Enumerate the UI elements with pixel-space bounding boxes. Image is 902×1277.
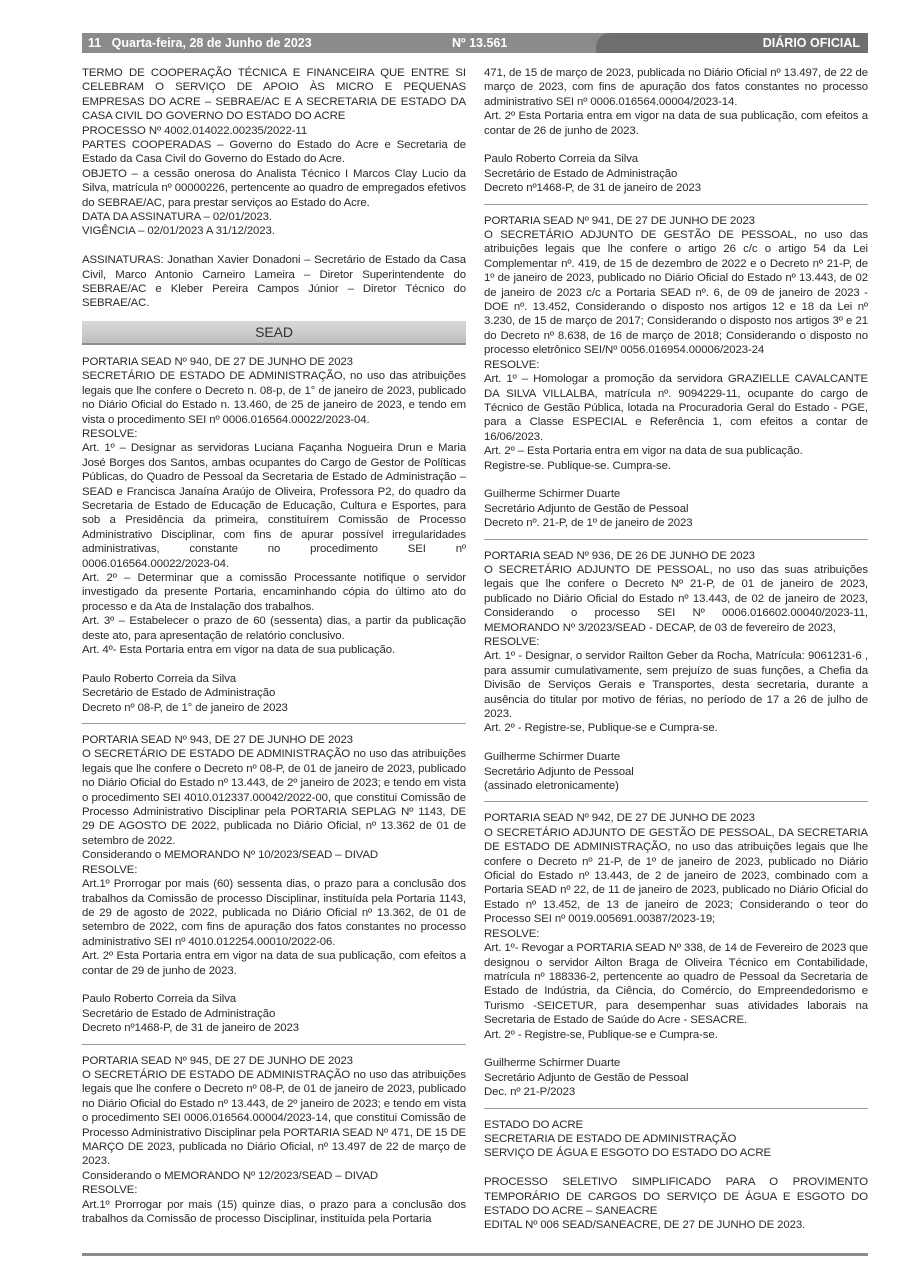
signatory-name: Guilherme Schirmer Duarte (484, 751, 621, 764)
signatory-role: Secretário de Estado de Administração (82, 1007, 276, 1020)
footer-rule (82, 1253, 868, 1256)
signatory-name: Paulo Roberto Correia da Silva (82, 672, 237, 685)
portaria-article: Art. 4º- Esta Portaria entra em vigor na data de sua publicação. (82, 644, 396, 657)
portaria-942 (484, 811, 868, 1099)
portaria-article: Art. 3º – Estabelecer o prazo de 60 (sessenta) dias, a partir da publicação deste ato, para apresentação de relatório conclusivo. (82, 615, 466, 642)
signatory-decree: Decreto nº1468-P, de 31 de janeiro de 2023 (484, 182, 701, 195)
portaria-preamble: O SECRETÁRIO DE ESTADO DE ADMINISTRAÇÃO no uso das atribuições legais que lhe confere o Decreto nº 08-P, de 01 de janeiro de 2023, publicado no Diário Oficial do Estado nº 13.443, de 2º janeiro de 2023; e tendo em vista o procedimento SEI 4010.012337.00042/2022-00, que constitui Comissão de Processo Administrativo Disciplinar pela PORTARIA SEPLAG Nº 1143, DE 29 DE AGOSTO DE 2022, publicada no Diário Oficial, nº 13.362 de 01 de setembro de 2022. (82, 748, 466, 847)
termo-objeto: OBJETO – a cessão onerosa do Analista Técnico I Marcos Clay Lucio da Silva, matrícula nº 00000226, pertencente ao quadro de empregados efetivos do SEBRAE/AC, para prestar serviços ao Estado do Acre. (82, 167, 466, 209)
header-page-date (88, 36, 312, 50)
portaria-preamble: SECRETÁRIO DE ESTADO DE ADMINISTRAÇÃO, no uso das atribuições legais que lhe confere o Decreto n. 08-p, de 1° de janeiro de 2023, publicado no Diário Oficial do Estado n. 13.460, de 25 de janeiro de 2023, e tendo em vista o procedimento SEI nº 0006.016564.00022/2023-04. (82, 370, 466, 426)
signatory-role: Secretário de Estado de Administração (484, 167, 678, 180)
portaria-title: PORTARIA SEAD Nº 943, DE 27 DE JUNHO DE 2023 (82, 734, 353, 747)
signatory-role: Secretário Adjunto de Pessoal (484, 765, 634, 778)
portaria-article: Art. 1º - Designar, o servidor Railton Geber da Rocha, Matrícula: 9061231-6 , para assumir cumulativamente, sem prejuízo de suas funções, a Chefia da Divisão de Serviços Gerais e Transportes, desta secretaria, durante a ausência do titular por motivo de férias, no período de 17 a 26 de julho de 2023. (484, 650, 868, 721)
divider (484, 204, 868, 205)
termo-title: TERMO DE COOPERAÇÃO TÉCNICA E FINANCEIRA QUE ENTRE SI CELEBRAM O SERVIÇO DE APOIO ÀS MICRO E PEQUENAS EMPRESAS DO ACRE – SEBRAE/AC E A SECRETARIA DE ESTADO DA CASA CIVIL DO GOVERNO DO ESTADO DO ACRE (82, 67, 466, 123)
publication-tab (596, 33, 868, 53)
portaria-resolve: RESOLVE: (484, 927, 540, 940)
termo-vigencia: VIGÊNCIA – 02/01/2023 A 31/12/2023. (82, 225, 275, 238)
portaria-article: 471, de 15 de março de 2023, publicada no Diário Oficial nº 13.497, de 22 de março de 2023, com fins de apuração dos fatos constantes no processo administrativo SEI nº 0006.016564.00004/2023-14. (484, 67, 868, 108)
portaria-resolve: RESOLVE: (82, 427, 138, 440)
issue-number: Nº 13.561 (452, 36, 508, 50)
termo-assinaturas: ASSINATURAS: Jonathan Xavier Donadoni – Secretário de Estado da Casa Civil, Marco Antonio Carneiro Lameira – Diretor Superintendente do SEBRAE/AC e Kleber Pereira Campos Júnior – Diretor Técnico do SEBRAE/AC. (82, 254, 466, 310)
portaria-article: Art. 2º – Determinar que a comissão Processante notifique o servidor investigado da presente Portaria, encaminhando cópia do último ato do processo e da Ata de Instalação dos trabalhos. (82, 571, 466, 613)
page-header (82, 33, 868, 53)
portaria-article: Art.1º Prorrogar por mais (15) quinze dias, o prazo para a conclusão dos trabalhos da Comissão de processo Disciplinar, instituída pela Portaria (82, 1198, 466, 1226)
signatory-decree: Decreto nº 08-P, de 1° de janeiro de 2023 (82, 701, 288, 714)
divider (484, 801, 868, 802)
portaria-article: Art. 2º - Registre-se, Publique-se e Cumpra-se. (484, 722, 718, 735)
publication-name: DIÁRIO OFICIAL (762, 36, 860, 50)
signatory-role: Secretário Adjunto de Gestão de Pessoal (484, 502, 689, 515)
signatory-decree: Dec. nº 21-P/2023 (484, 1086, 576, 1099)
portaria-preamble: O SECRETÁRIO ADJUNTO DE GESTÃO DE PESSOAL, DA SECRETARIA DE ESTADO DE ADMINISTRAÇÃO, no uso das atribuições legais que lhe confere o Decreto nº 21-P, de 1º de janeiro de 2023, publicado no Diário Oficial do Estado nº 13.443, de 2 de janeiro de 2023, combinado com a Portaria SEAD nº 22, de 11 de janeiro de 2023, publicado no Diário Oficial do Estado nº 13.452, de 13 de janeiro de 2023; Considerando o teor do Processo SEI nº 0019.005691.00387/2023-19; (484, 826, 868, 926)
portaria-943 (82, 733, 466, 1036)
section-header-sead: SEAD (82, 321, 466, 345)
signatory-decree: Decreto nº. 21-P, de 1º de janeiro de 2023 (484, 517, 693, 530)
portaria-article: Art. 1º – Homologar a promoção da servidora GRAZIELLE CAVALCANTE DA SILVA VILLALBA, matrícula nº. 9094229-11, ocupante do cargo de Técnico de Gestão Pública, lotada na Procuradoria Geral do Estado - PGE, para a Classe ESPECIAL e Referência 1, com efeitos a contar de 16/06/2023. (484, 373, 868, 443)
portaria-resolve: RESOLVE: (484, 358, 540, 371)
org-line: ESTADO DO ACRE (484, 1118, 584, 1131)
signatory-decree: Decreto nº1468-P, de 31 de janeiro de 2023 (82, 1022, 299, 1035)
signatory-name: Guilherme Schirmer Duarte (484, 488, 621, 501)
portaria-936 (484, 549, 868, 794)
org-line: SERVIÇO DE ÁGUA E ESGOTO DO ESTADO DO ACRE (484, 1147, 771, 1160)
termo-data: DATA DA ASSINATURA – 02/01/2023. (82, 211, 272, 224)
portaria-considerando: Considerando o MEMORANDO Nº 10/2023/SEAD – DIVAD (82, 849, 379, 862)
portaria-article: Art. 1º – Designar as servidoras Luciana Façanha Nogueira Drun e Maria José Borges dos Santos, ambas ocupantes do Cargo de Gestor de Políticas Públicas, do Quadro de Pessoal da Secretaria de Estado de Administração – SEAD e Francisca Janaína Araújo de Oliveira, Professora P2, do quadro da Secretaria de Estado de Educação de Educação, Cultura e Esportes, para sob a Presidência da primeira, constituírem Comissão de Processo Administrativo Disciplinar, com fins de apurar possível irregularidades administrativas, constante no procedimento SEI nº 0006.016564.00022/2023-04. (82, 442, 466, 570)
portaria-preamble: O SECRETÁRIO ADJUNTO DE GESTÃO DE PESSOAL, no uso das atribuições legais que lhe confere o artigo 26 c/c o artigo 54 da Lei Complementar nº. 419, de 15 de dezembro de 2022 e o Decreto nº 21-P, de 1º de janeiro de 2023, publicado no Diário Oficial do Estado nº 13.443, de 02 de janeiro de 2023 c/c a Portaria SEAD nº. 6, de 09 de janeiro de 2023 - DOE nº. 13.452, Considerando o disposto nos artigos 12 e 18 da Lei nº 3.230, de 15 de março de 2017; Considerando o disposto nos artigos 3º e 21 do Decreto nº 8.638, de 16 de março de 2018; Considerando o disposto no processo eletrônico SEI/Nº 0056.016954.00006/2023-24 (484, 229, 868, 357)
org-line: SECRETARIA DE ESTADO DE ADMINISTRAÇÃO (484, 1132, 737, 1145)
portaria-941 (484, 214, 868, 531)
portaria-resolve: RESOLVE: (82, 863, 138, 876)
termo-processo: PROCESSO Nº 4002.014022.00235/2022-11 (82, 124, 308, 137)
signatory-name: Paulo Roberto Correia da Silva (82, 993, 237, 1006)
signatory-role: Secretário de Estado de Administração (82, 687, 276, 700)
portaria-article: Art. 2º Esta Portaria entra em vigor na data de sua publicação, com efeitos a contar de 29 de junho de 2023. (82, 950, 466, 977)
divider (484, 539, 868, 540)
portaria-945-continued (484, 66, 868, 196)
termo-block (82, 66, 466, 311)
portaria-article: Art. 1º- Revogar a PORTARIA SEAD Nº 338, de 14 de Fevereiro de 2023 que designou o servidor Ailton Braga de Oliveira Técnico em Contabilidade, matrícula nº 188336-2, pertencente ao quadro de Pessoal da Secretaria de Estado de Indústria, da Ciência, do Comércio, do Empreendedorismo e Turismo -SEICETUR, para desempenhar suas atividades laborais na Secretaria de Estado de Saúde do Acre - SESACRE. (484, 942, 868, 1027)
portaria-closing: Registre-se. Publique-se. Cumpra-se. (484, 459, 671, 472)
portaria-article: Art. 2º - Registre-se, Publique-se e Cumpra-se. (484, 1028, 718, 1041)
left-column (82, 66, 466, 1226)
saneacre-block (484, 1118, 868, 1233)
portaria-resolve: RESOLVE: (82, 1184, 138, 1197)
signatory-role: Secretário Adjunto de Gestão de Pessoal (484, 1071, 689, 1084)
portaria-940 (82, 355, 466, 715)
signatory-name: Paulo Roberto Correia da Silva (484, 153, 639, 166)
processo-title: PROCESSO SELETIVO SIMPLIFICADO PARA O PROVIMENTO TEMPORÁRIO DE CARGOS DO SERVIÇO DE ÁGUA E ESGOTO DO ESTADO DO ACRE – SANEACRE (484, 1176, 868, 1217)
portaria-title: PORTARIA SEAD Nº 945, DE 27 DE JUNHO DE 2023 (82, 1054, 353, 1067)
page-number: 11 (88, 36, 102, 50)
portaria-article: Art. 2º – Esta Portaria entra em vigor na data de sua publicação. (484, 445, 803, 458)
portaria-title: PORTARIA SEAD Nº 940, DE 27 DE JUNHO DE 2023 (82, 355, 353, 368)
edital-line: EDITAL Nº 006 SEAD/SANEACRE, DE 27 DE JUNHO DE 2023. (484, 1219, 806, 1232)
divider (484, 1108, 868, 1109)
portaria-article: Art.1º Prorrogar por mais (60) sessenta dias, o prazo para a conclusão dos trabalhos da Comissão de processo Disciplinar, instituída pela Portaria 1143, de 29 de agosto de 2022, publicada no Diário Oficial nº 13.362, de 01 de setembro de 2022, com fins de apuração dos fatos constantes no processo administrativo SEI nº 4010.012254.00010/2022-06. (82, 878, 466, 948)
portaria-title: PORTARIA SEAD Nº 941, DE 27 DE JUNHO DE 2023 (484, 214, 755, 227)
signatory-name: Guilherme Schirmer Duarte (484, 1057, 621, 1070)
portaria-preamble: O SECRETÁRIO DE ESTADO DE ADMINISTRAÇÃO no uso das atribuições legais que lhe confere o Decreto nº 08-P, de 01 de janeiro de 2023, publicado no Diário Oficial do Estado nº 13.443, de 2º janeiro de 2023; e tendo em vista o procedimento SEI 0006.016564.00004/2023-14, que constitui Comissão de Processo Administrativo Disciplinar pela PORTARIA SEAD Nº 471, DE 15 DE MARÇO DE 2023, publicada no Diário Oficial, nº 13.497 de 22 de março de 2023. (82, 1068, 466, 1168)
signatory-note: (assinado eletronicamente) (484, 780, 619, 793)
portaria-considerando: Considerando o MEMORANDO Nº 12/2023/SEAD – DIVAD (82, 1169, 379, 1182)
right-column (484, 66, 868, 1233)
portaria-resolve: RESOLVE: (484, 636, 540, 648)
portaria-945 (82, 1054, 466, 1227)
termo-partes: PARTES COOPERADAS – Governo do Estado do Acre e Secretaria de Estado da Casa Civil do Governo do Estado do Acre. (82, 139, 466, 166)
portaria-title: PORTARIA SEAD Nº 936, DE 26 DE JUNHO DE 2023 (484, 549, 755, 562)
issue-date: Quarta-feira, 28 de Junho de 2023 (111, 36, 312, 50)
portaria-preamble: O SECRETÁRIO ADJUNTO DE PESSOAL, no uso das suas atribuições legais que lhe confere o Decreto Nº 21-P, de 01 de janeiro de 2023, publicado no Diário Oficial do Estado nº 13.443, de 02 de janeiro de 2023, Considerando o processo SEI Nº 0006.016602.00040/2023-11, MEMORANDO Nº 3/2023/SEAD - DECAP, de 03 de fevereiro de 2023, (484, 563, 868, 634)
portaria-article: Art. 2º Esta Portaria entra em vigor na data de sua publicação, com efeitos a contar de 26 de junho de 2023. (484, 110, 868, 137)
portaria-title: PORTARIA SEAD Nº 942, DE 27 DE JUNHO DE 2023 (484, 812, 755, 825)
divider (82, 1044, 466, 1045)
divider (82, 723, 466, 724)
